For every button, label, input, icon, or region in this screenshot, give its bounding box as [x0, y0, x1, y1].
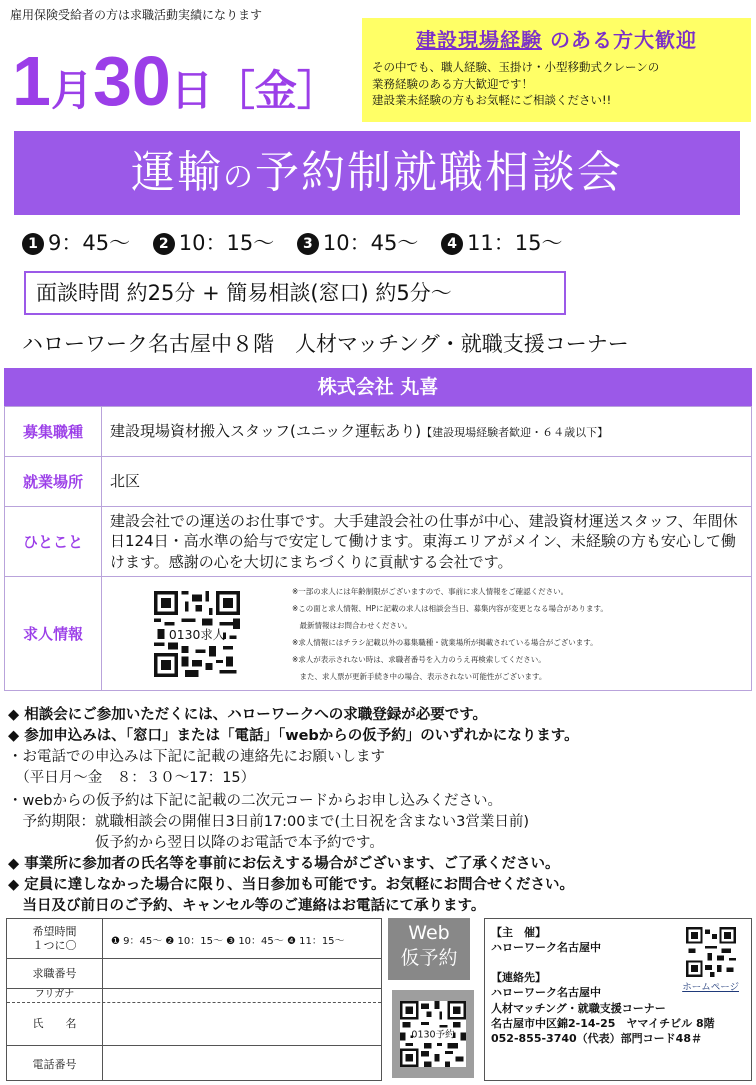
job-note: 最新情報はお問合わせください。: [292, 620, 412, 630]
slot-number-icon: 3: [297, 233, 319, 255]
job-notes: [292, 583, 608, 685]
job-type-text: 建設現場資材搬入スタッフ(ユニック運転あり): [110, 422, 422, 441]
contact-office: ハローワーク名古屋中: [491, 986, 601, 1000]
date-month: 1: [12, 42, 51, 120]
welcome-line: 業務経験のある方大歓迎です！: [372, 76, 533, 91]
job-note: また、求人票が更新手続き中の場合、表示されない可能性がございます。: [292, 671, 547, 681]
form-id-field[interactable]: [103, 959, 381, 988]
welcome-line: その中でも、職人経験、玉掛け・小型移動式クレーンの: [372, 60, 660, 74]
job-qr-code-icon[interactable]: [154, 591, 240, 677]
contact-box: [484, 918, 752, 1081]
job-row: [5, 457, 752, 507]
job-note: ※この面と求人情報、HPに記載の求人は相談会当日、募集内容が変更となる場合があります。: [292, 603, 608, 613]
web-qr-wrap: [392, 990, 474, 1078]
job-qr-wrap: [102, 585, 292, 682]
form-time-options[interactable]: ❶ 9：45～ ❷ 10：15～ ❸ 10：45～ ❹ 11：15～: [111, 936, 345, 947]
job-note: ※求人情報にはチラシ記載以外の募集職種・就業場所が掲載されている場合がございます。: [292, 637, 598, 647]
welcome-heading-underlined: 建設現場経験: [416, 28, 543, 52]
workplace-value: 北区: [102, 457, 752, 507]
host-label: 【主 催】: [491, 926, 546, 939]
job-row: [5, 407, 752, 457]
form-kana-field[interactable]: [103, 989, 381, 1002]
job-row: [5, 577, 752, 691]
slot-number-icon: 1: [22, 233, 44, 255]
slot-number-icon: 2: [153, 233, 175, 255]
homepage-qr-code-icon[interactable]: [686, 927, 736, 977]
form-name-label: 氏 名: [32, 1017, 77, 1030]
banner-part2: の: [223, 160, 255, 195]
info-bullet: ◆ 定員に達しなかった場合に限り、当日参加も可能です。お気軽にお問合せください。: [8, 877, 575, 893]
welcome-box: [362, 18, 751, 122]
job-type-note: 【建設現場経験者歓迎・６４歳以下】: [421, 426, 609, 440]
form-name-field[interactable]: [103, 1003, 381, 1045]
slot-time: 11：15～: [467, 231, 563, 255]
workplace-label: 就業場所: [5, 457, 102, 507]
contact-label: 【連絡先】: [491, 970, 546, 984]
contact-section: 人材マッチング・就職支援コーナー: [491, 1001, 666, 1015]
company-name: 株式会社 丸喜: [4, 368, 752, 406]
host-name: ハローワーク名古屋中: [491, 941, 601, 955]
job-row: [5, 507, 752, 577]
web-reservation-label: [388, 918, 470, 980]
comment-value: 建設会社での運送のお仕事です。大手建設会社の仕事が中心、建設資材運送スタッフ、年間休日124日・高水準の給与で安定して働けます。東海エリアがメイン、未経験の方も安心して働けます。感謝の心を大切にまちづくりに貢献する会社です。: [102, 507, 752, 577]
form-kana-label: フリガナ: [34, 989, 75, 1000]
time-slots: [22, 227, 563, 257]
web-qr-code-icon[interactable]: [400, 1001, 466, 1067]
form-row-id: [7, 959, 381, 989]
slot-time: 9：45～: [48, 231, 131, 255]
slot-time: 10：15～: [178, 231, 275, 255]
homepage-qr-wrap: [682, 927, 739, 995]
job-table: [4, 406, 752, 691]
top-note: 雇用保険受給者の方は求職活動実績になります: [10, 8, 263, 22]
slot-number-icon: 4: [441, 233, 463, 255]
form-time-label: 希望時間 １つに〇: [32, 925, 77, 952]
event-title-banner: [14, 131, 740, 215]
web-label-line1: Web: [408, 922, 450, 944]
form-id-label: 求職番号: [32, 967, 77, 980]
homepage-link[interactable]: ホームページ: [682, 982, 739, 994]
info-bullet: ◆ 事業所に参加者の氏名等を事前にお伝えする場合がございます、ご了承ください。: [8, 856, 560, 872]
date-weekday: ［金］: [212, 67, 339, 114]
info-bullet: ・お電話での申込みは下記に記載の連絡先にお願いします: [8, 749, 385, 765]
job-note: ※一部の求人には年齢制限がございますので、事前に求人情報をご確認ください。: [292, 586, 569, 596]
event-date: [12, 42, 339, 120]
info-bullet: ◆ 参加申込みは、「窓口」または「電話」「webからの仮予約」のいずれかになります。: [8, 728, 579, 744]
welcome-line: 建設業未経験の方もお気軽にご相談ください!!: [372, 93, 612, 108]
info-bullet: ・webからの仮予約は下記に記載の二次元コードからお申し込みください。: [8, 793, 502, 809]
info-bullet: ◆ 相談会にご参加いただくには、ハローワークへの求職登録が必要です。: [8, 707, 488, 723]
application-form: [6, 918, 382, 1081]
contact-phone: 052-855-3740（代表）部門コード48＃: [491, 1032, 702, 1046]
banner-part3: 予約制就職相談会: [255, 147, 623, 198]
welcome-heading: [372, 24, 741, 53]
form-row-phone: [7, 1046, 381, 1080]
job-type-label: 募集職種: [5, 407, 102, 457]
contact-address: 名古屋市中区錦2-14-25 ヤマイチビル 8階: [491, 1016, 715, 1030]
form-phone-field[interactable]: [103, 1046, 381, 1079]
info-bullet: （平日月～金 ８：３０～17：15）: [8, 770, 256, 786]
job-note: ※求人が表示されない時は、求職者番号を入力のうえ再検索してください。: [292, 654, 546, 664]
info-bullet: 予約期限：就職相談会の開催日3日前17:00まで(土日祝を含まない3営業日前): [8, 814, 530, 830]
comment-label: ひとこと: [5, 507, 102, 577]
form-row-time: [7, 919, 381, 959]
interview-duration: 面談時間 約25分 + 簡易相談(窓口) 約5分～: [24, 271, 566, 315]
welcome-heading-rest: のある方大歓迎: [542, 28, 697, 52]
web-label-line2: 仮予約: [400, 946, 458, 969]
job-type-value: [102, 407, 752, 457]
job-info-label: 求人情報: [5, 577, 102, 691]
date-month-unit: 月: [50, 67, 93, 114]
job-info-value: [102, 577, 752, 691]
banner-part1: 運輸: [131, 147, 223, 198]
info-bullet: 当日及び前日のご予約、キャンセル等のご連絡はお電話にて承ります。: [8, 898, 486, 914]
form-row-name: [7, 1003, 381, 1046]
slot-time: 10：45～: [322, 231, 419, 255]
web-qr-caption: 0130予約: [411, 1029, 455, 1041]
date-day-unit: 日: [170, 67, 213, 114]
info-bullet: 仮予約から翌日以降のお電話で本予約です。: [8, 835, 384, 851]
job-qr-caption: 0130求人: [168, 627, 226, 642]
date-day: 30: [92, 42, 171, 120]
form-phone-label: 電話番号: [32, 1058, 77, 1071]
form-row-kana: [7, 989, 381, 1003]
venue: ハローワーク名古屋中８階 人材マッチング・就職支援コーナー: [22, 332, 629, 356]
